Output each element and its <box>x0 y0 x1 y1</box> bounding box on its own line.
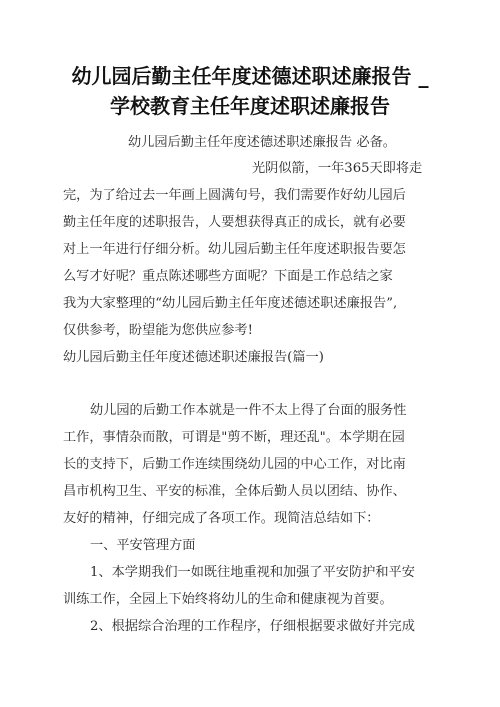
body-line: 工作，事情杂而散，可谓是"剪不断，理还乱"。本学期在园 <box>63 430 405 445</box>
intro-line: 对上一年进行仔细分析。幼儿园后勤主任年度述职报告要怎 <box>63 242 406 257</box>
document-title-line-2: 学校教育主任年度述职述廉报告 <box>110 94 390 118</box>
intro-line: 完，为了给过去一年画上圆满句号，我们需要作好幼儿园后 <box>63 188 406 203</box>
intro-line: 我为大家整理的“幼儿园后勤主任年度述德述职述廉报告”, <box>63 296 398 311</box>
body-line: 训练工作，全园上下始终将幼儿的生命和健康视为首要。 <box>63 592 393 607</box>
body-heading: 一、平安管理方面 <box>90 538 196 553</box>
intro-line: 勤主任年度的述职报告，人要想获得真正的成长，就有必要 <box>63 215 406 230</box>
document-title-line-1: 幼儿园后勤主任年度述德述职述廉报告 _ <box>71 64 429 88</box>
body-line: 1、本学期我们一如既往地重视和加强了平安防护和平安 <box>90 565 415 580</box>
body-line: 友好的精神，仔细完成了各项工作。现简洁总结如下： <box>63 511 380 526</box>
document-subtitle: 幼儿园后勤主任年度述德述职述廉报告 必备。 <box>128 135 396 150</box>
body-line: 长的支持下，后勤工作连续围绕幼儿园的中心工作，对比南 <box>63 457 406 472</box>
body-line: 幼儿园的后勤工作本就是一件不太上得了台面的服务性 <box>90 403 407 418</box>
intro-line: 光阴似箭，一年365天即将走 <box>252 161 423 176</box>
section-heading: 幼儿园后勤主任年度述德述职述廉报告(篇一) <box>63 350 324 365</box>
intro-line: 仅供参考，盼望能为您供应参考! <box>63 323 253 338</box>
body-line: 昌市机构卫生、平安的标准，全体后勤人员以团结、协作、 <box>63 484 406 499</box>
intro-line: 么写才好呢？重点陈述哪些方面呢？下面是工作总结之家 <box>63 269 393 284</box>
body-line: 2、根据综合治理的工作程序，仔细根据要求做好并完成 <box>90 619 415 634</box>
